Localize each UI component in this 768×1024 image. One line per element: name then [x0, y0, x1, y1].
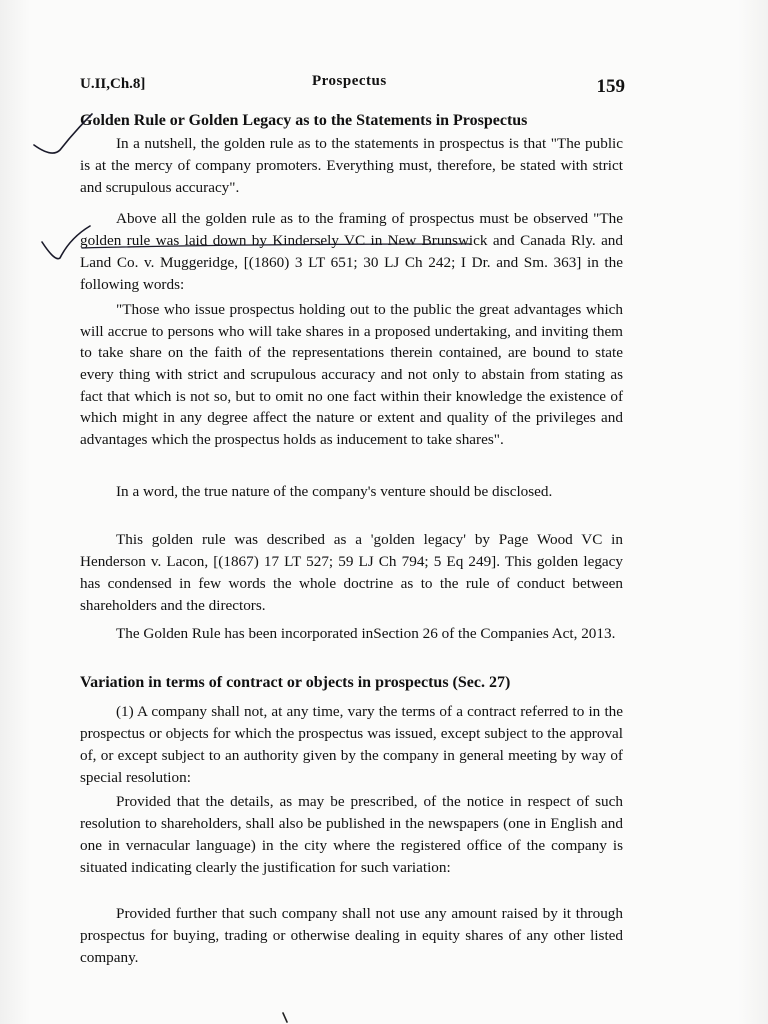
running-title: Prospectus — [312, 73, 387, 89]
stray-mark — [283, 1013, 287, 1022]
section-heading-variation: Variation in terms of contract or objects in prospectus (Sec. 27) — [80, 674, 511, 691]
paragraph-true-nature: In a word, the true nature of the company's venture should be disclosed. — [116, 483, 553, 501]
page-shadow-left — [0, 0, 30, 1024]
page-shadow-right — [738, 0, 768, 1024]
paragraph-quotation: "Those who issue prospectus holding out to the public the great advantages which will accrue to persons who will take shares in a proposed undertaking, and inviting them to take share on the faith of the representations therein contained, are bound to state every thing with strict and scrupulous accuracy and not only to abstain from stating as fact that which is not so, but to omit no one fact within their knowledge the existence of which might in any degree affect the nature or extent and quality of the privileges and advantages which the prospectus holds as inducement to take shares". — [80, 301, 623, 448]
paragraph-proviso-2: Provided further that such company shall not use any amount raised by it through prospectus for buying, trading or otherwise dealing in equity shares of any other listed company. — [80, 905, 623, 967]
paragraph-nutshell: In a nutshell, the golden rule as to the statements in prospectus is that "The public is at the mercy of company promoters. Everything must, therefore, be stated with strict and scrupulous accuracy". — [80, 135, 623, 197]
page-number: 159 — [596, 76, 625, 97]
section-heading-golden-rule: Golden Rule or Golden Legacy as to the Statements in Prospectus — [80, 112, 528, 129]
paragraph-golden-rule-laid-down: Above all the golden rule as to the framing of prospectus must be observed "The golden rule was laid down by Kindersely VC in New Brunswick and Canada Rly. and Land Co. v. Muggeridge, [(1860) 3 LT 651; 30 LJ Ch 242; I Dr. and Sm. 363] in the following words: — [80, 210, 623, 294]
paragraph-section-26: The Golden Rule has been incorporated inSection 26 of the Companies Act, 2013. — [116, 625, 616, 643]
paragraph-proviso-1: Provided that the details, as may be prescribed, of the notice in respect of such resolution to shareholders, shall also be published in the newspapers (one in English and one in vernacular language) in the city where the registered office of the company is situated indicating clearly the justification for such variation: — [80, 793, 623, 877]
paragraph-golden-legacy: This golden rule was described as a 'golden legacy' by Page Wood VC in Henderson v. Lacon, [(1867) 17 LT 527; 59 LJ Ch 794; 5 Eq 249]. This golden legacy has condensed in few words the whole doctrine as to the rule of conduct between shareholders and the directors. — [80, 531, 623, 615]
paragraph-subsection-1: (1) A company shall not, at any time, vary the terms of a contract referred to in the prospectus or objects for which the prospectus was issued, except subject to the approval of, or except subject to an authority given by the company in general meeting by way of special resolution: — [80, 703, 623, 787]
running-head — [80, 70, 625, 100]
chapter-reference: U.II,Ch.8] — [80, 76, 146, 92]
